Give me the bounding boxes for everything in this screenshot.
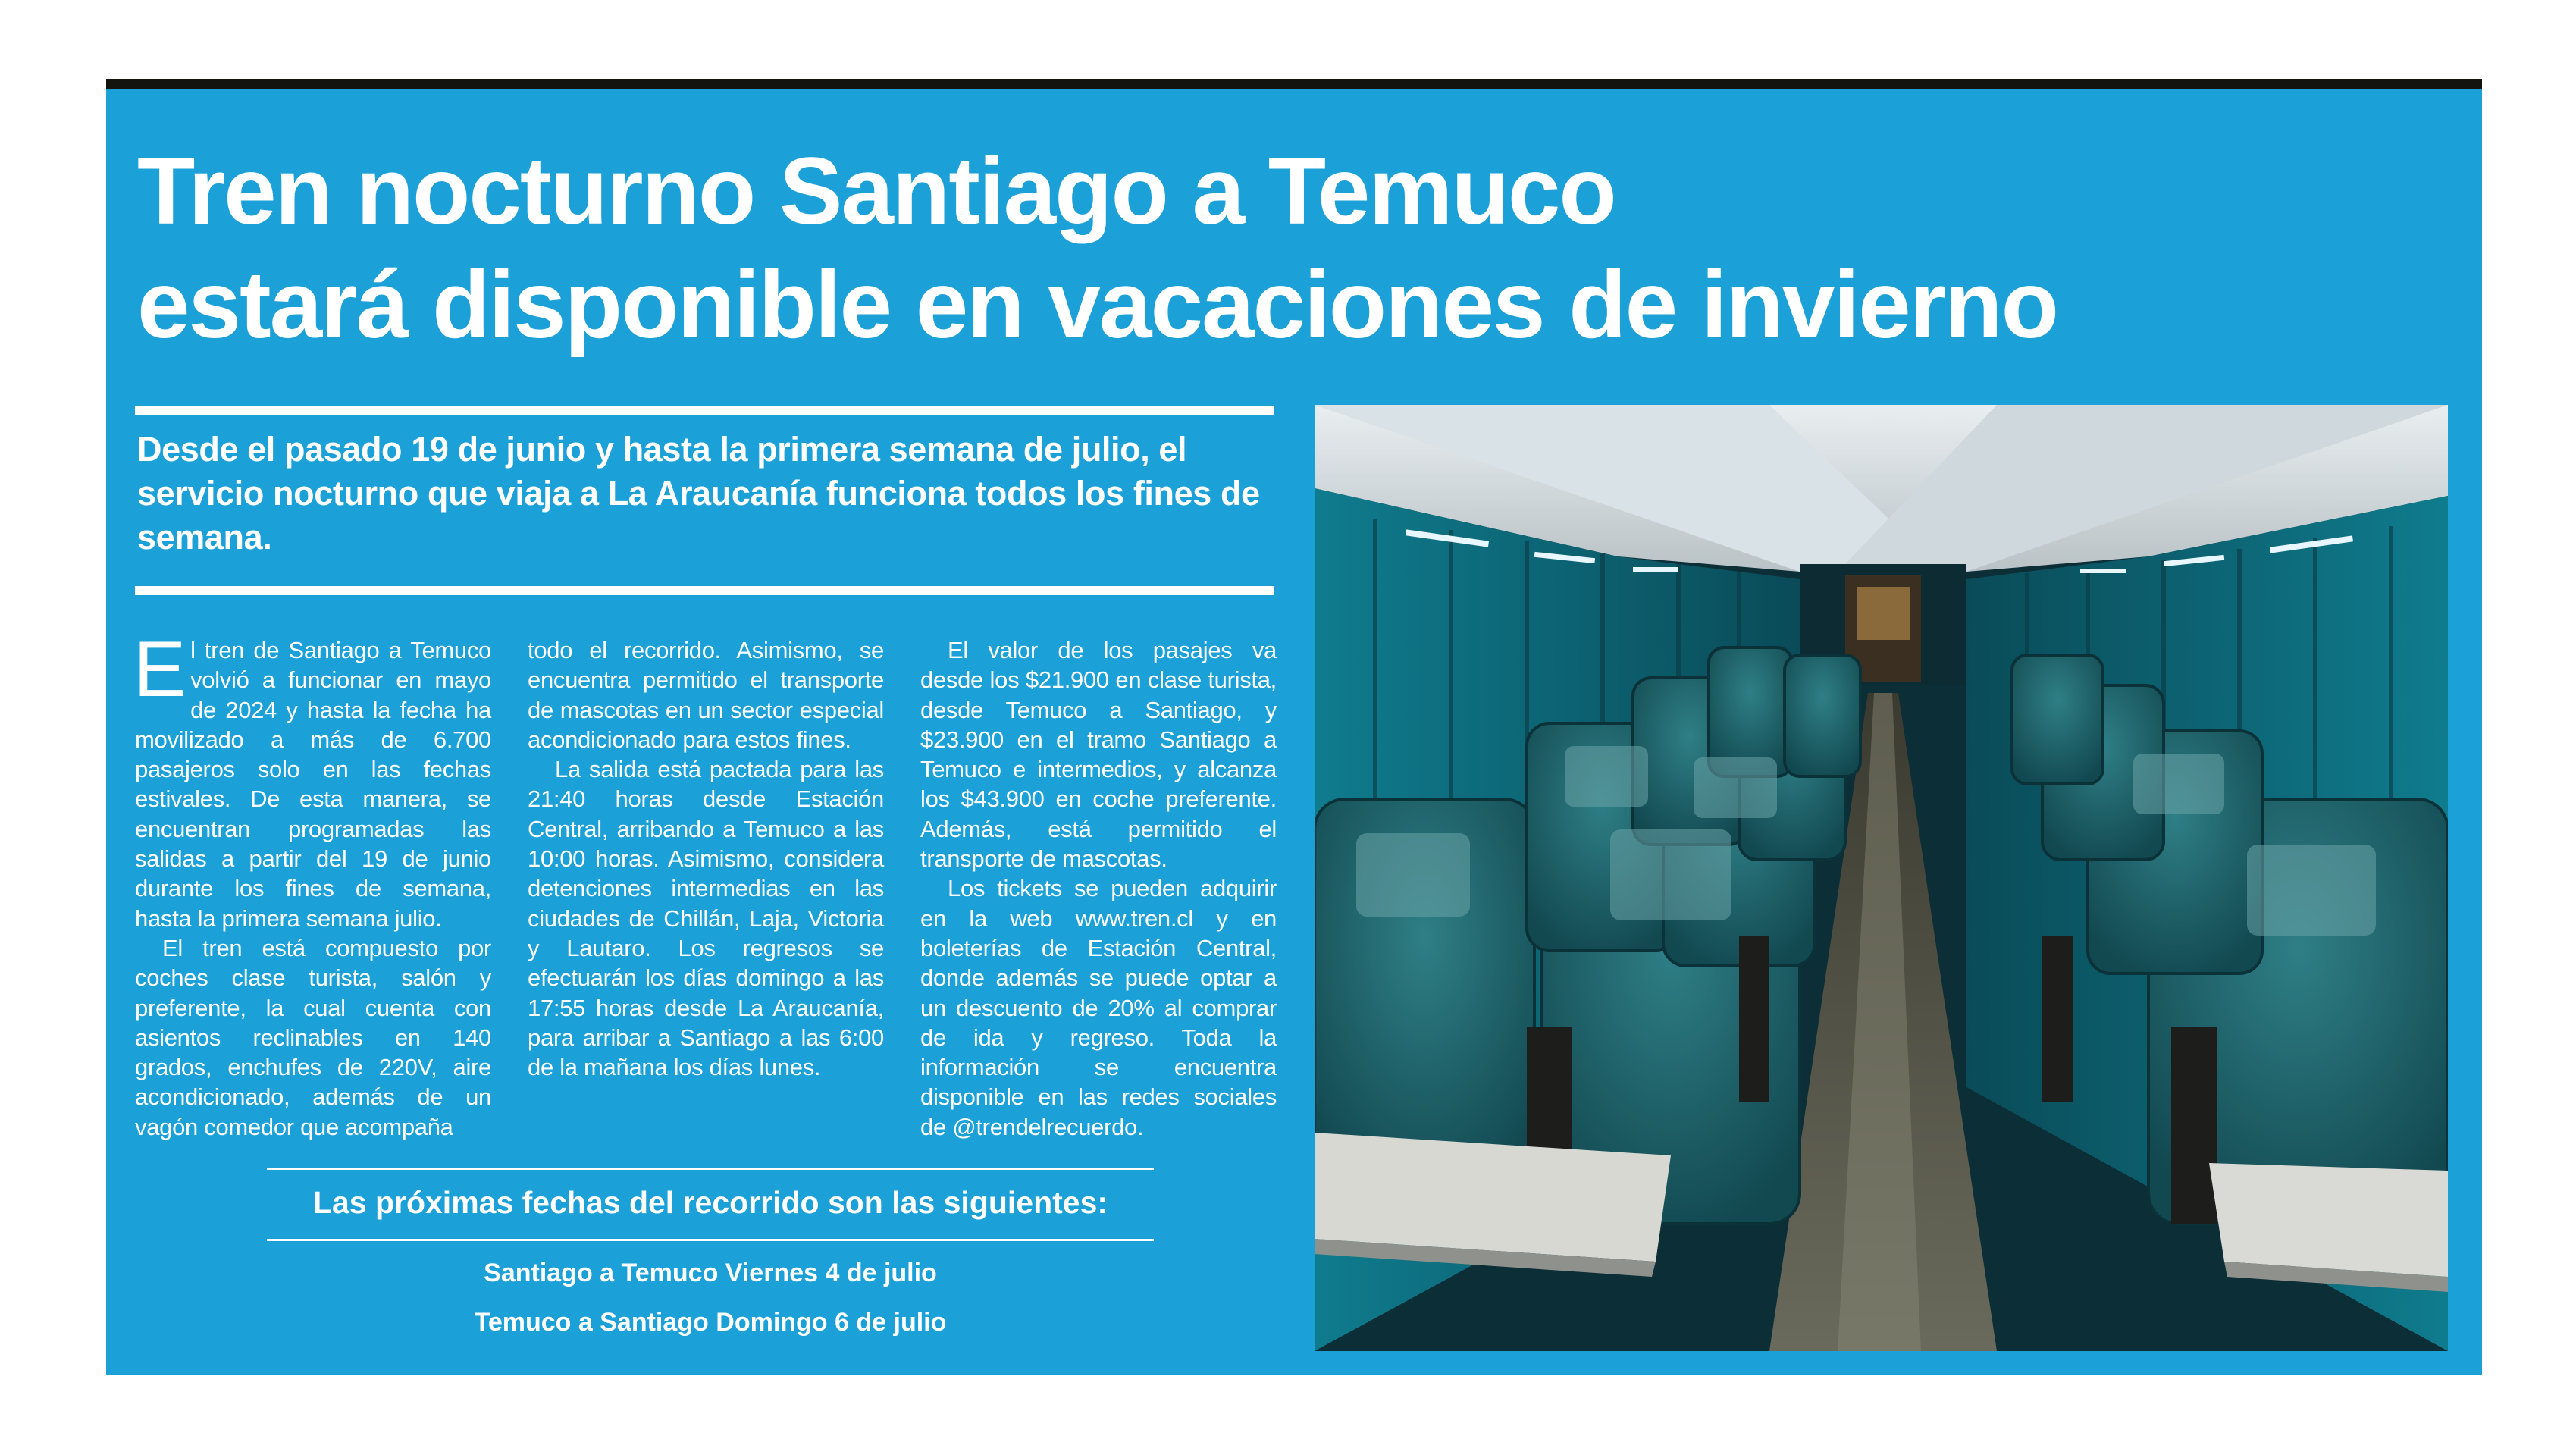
dates-bottom-rule	[267, 1239, 1154, 1241]
date-line-2: Temuco a Santiago Domingo 6 de julio	[474, 1308, 947, 1337]
body-text: l tren de Santiago a Temuco volvió a funcionar en mayo de 2024 y hasta la fecha ha movilizado a más de 6.700 pasajeros solo en las fechas estivales. De esta manera, se encuentran programadas las salidas a partir del 19 de junio durante los fines de semana, hasta la primera semana julio.	[135, 637, 491, 932]
headline-line-2: estará disponible en vacaciones de invierno	[137, 252, 2058, 358]
body-paragraph: La salida está pactada para las 21:40 horas desde Estación Central, arribando a Temuco a las 10:00 horas. Asimismo, considera detenciones intermedias en las ciudades de Chillán, Laja, Victoria y Lautaro. Los regresos se efectuarán los días domingo a las 17:55 horas desde La Araucanía, para arribar a Santiago a las 6:00 de la mañana los días lunes.	[528, 756, 884, 1081]
headline	[137, 135, 2411, 362]
body-column-3	[920, 635, 1277, 1142]
dates-title: Las próximas fechas del recorrido son las siguientes:	[312, 1185, 1108, 1220]
drop-cap: E	[133, 625, 186, 713]
body-paragraph: El tren está compuesto por coches clase turista, salón y preferente, la cual cuenta con asientos reclinables en 140 grados, enchufes de 220V, aire acondicionado, además de un vagón comedor que acompaña	[135, 934, 491, 1140]
body-paragraph: El valor de los pasajes va desde los $21.900 en clase turista, desde Temuco a Santiago, y $23.900 en el tramo Santiago a Temuco e intermedios, y alcanza los $43.900 en coche preferente. Además, está permitido el transporte de mascotas.	[920, 637, 1277, 873]
lead-top-rule	[135, 406, 1274, 415]
lead-paragraph: Desde el pasado 19 de junio y hasta la primera semana de julio, el servicio nocturno que viaja a La Araucanía funciona todos los fines de semana.	[137, 430, 1260, 556]
lead-bottom-rule	[135, 586, 1274, 595]
date-line-1: Santiago a Temuco Viernes 4 de julio	[484, 1259, 937, 1287]
body-paragraph: Los tickets se pueden adquirir en la web www.tren.cl y en boleterías de Estación Central, donde además se puede optar a un descuento de 20% al comprar de ida y regreso. Toda la información se encuentra disponible en las redes sociales de @trendelrecuerdo.	[920, 875, 1277, 1140]
headline-line-1: Tren nocturno Santiago a Temuco	[137, 139, 1615, 244]
train-interior-photo	[1315, 405, 2448, 1351]
dates-top-rule	[267, 1168, 1154, 1170]
body-paragraph: todo el recorrido. Asimismo, se encuentra permitido el transporte de mascotas en un sector especial acondicionado para estos fines.	[528, 637, 884, 753]
body-column-2	[528, 635, 884, 1082]
article-panel	[106, 79, 2482, 1375]
body-paragraph	[133, 625, 491, 933]
body-column-1	[133, 625, 491, 1142]
